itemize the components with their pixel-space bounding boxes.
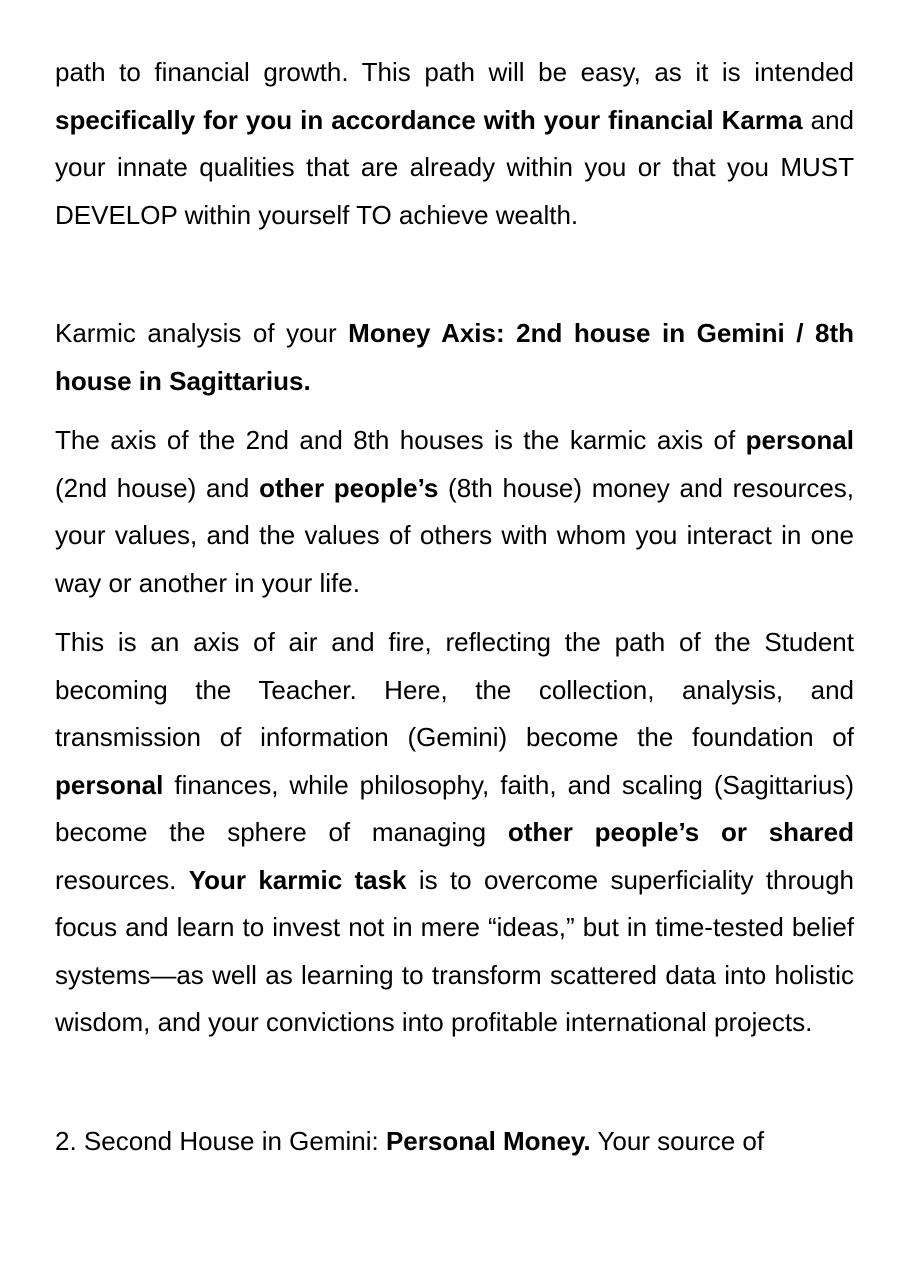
axis-bold-2: other people’s (259, 472, 439, 503)
axis-paragraph (55, 417, 854, 607)
document-page (55, 49, 854, 1165)
air-fire-text-1: This is an axis of air and fire, reflecting the path of the Student becoming the Teacher. Here, the collection, analysis, and transmission of information (Gemini) become the foundation of (55, 627, 854, 752)
axis-text-3: (8th house) money and resources, your values, and the values of others with whom you interact in one way or another in your life. (55, 472, 855, 598)
air-fire-text-2: finances, while philosophy, faith, and scaling (Sagittarius) become the sphere of managing (55, 769, 854, 847)
air-fire-bold-2: other people’s or shared (507, 817, 854, 847)
second-house-text-2: Your source of (590, 1125, 765, 1156)
air-fire-bold-3: Your karmic task (188, 864, 407, 895)
heading-text-1: Karmic analysis of your (55, 318, 349, 348)
air-fire-paragraph (55, 619, 854, 1047)
money-axis-heading (55, 310, 854, 405)
second-house-bold-1: Personal Money. (385, 1125, 591, 1156)
second-house-text-1: 2. Second House in Gemini: (55, 1125, 386, 1156)
intro-text-2: and your innate qualities that are already within you or that you MUST DEVELOP within yourself TO achieve wealth. (55, 104, 854, 230)
axis-text-1: The axis of the 2nd and 8th houses is the karmic axis of (55, 425, 746, 455)
air-fire-text-4: is to overcome superficiality through focus and learn to invest not in mere “ideas,” but in time-tested belief systems—as well as learning to transform scattered data into holistic wisdom, and your convictions into profitable international projects. (55, 864, 854, 1037)
air-fire-bold-1: personal (55, 769, 164, 800)
intro-bold-1: specifically for you in accordance with your financial Karma (55, 104, 803, 135)
intro-text-1: path to financial growth. This path will be easy, as it is intended (55, 57, 854, 87)
intro-paragraph (55, 49, 854, 239)
axis-text-2: (2nd house) and (55, 472, 260, 503)
axis-bold-1: personal (745, 425, 854, 455)
heading-bold-1: Money Axis: 2nd house in Gemini / 8th house in Sagittarius. (55, 318, 854, 396)
second-house-paragraph (55, 1118, 854, 1166)
air-fire-text-3: resources. (55, 864, 189, 895)
